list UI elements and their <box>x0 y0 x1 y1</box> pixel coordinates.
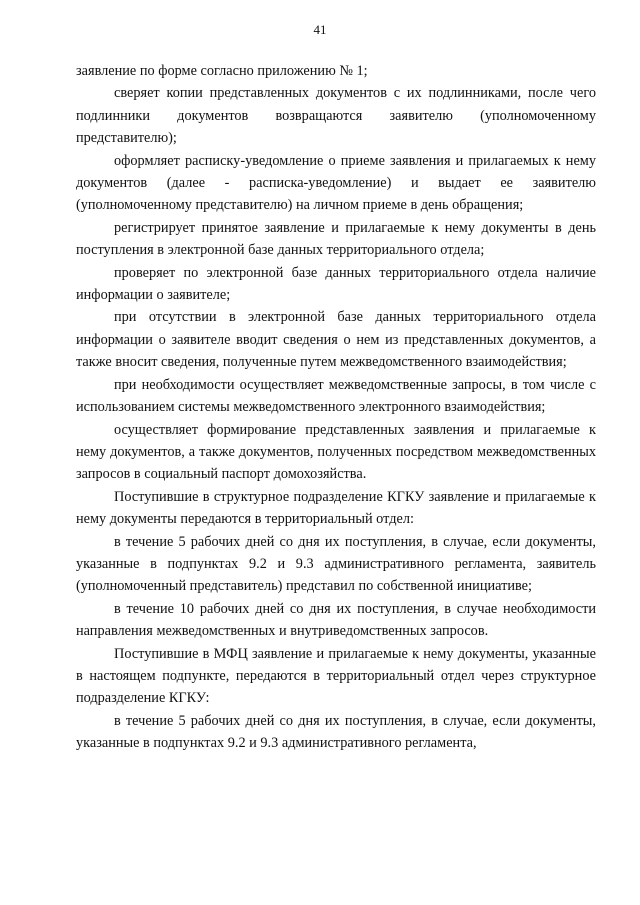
paragraph: в течение 5 рабочих дней со дня их поступления, в случае, если документы, указанные в подпунктах 9.2 и 9.3 административного регламента, заявитель (уполномоченный представитель) представил по собственной инициативе; <box>76 533 596 595</box>
page-number: 41 <box>313 22 327 37</box>
paragraph: оформляет расписку-уведомление о приеме заявления и прилагаемых к нему документов (далее - расписка-уведомление) и выдает ее заявителю (уполномоченному представителю) на личном приеме в день обращения; <box>76 152 596 214</box>
paragraph: Поступившие в МФЦ заявление и прилагаемые к нему документы, указанные в настоящем подпункте, передаются в территориальный отдел через структурное подразделение КГКУ: <box>76 645 596 707</box>
paragraph: при необходимости осуществляет межведомственные запросы, в том числе с использованием системы межведомственного электронного взаимодействия; <box>76 376 596 416</box>
paragraph: Поступившие в структурное подразделение КГКУ заявление и прилагаемые к нему документы передаются в территориальный отдел: <box>76 488 596 528</box>
paragraph: при отсутствии в электронной базе данных территориального отдела информации о заявителе вводит сведения о нем из представленных документов, а также вносит сведения, полученные путем межведомственного взаимодействия; <box>76 309 596 371</box>
paragraph: регистрирует принятое заявление и прилагаемые к нему документы в день поступления в электронной базе данных территориального отдела; <box>76 219 596 259</box>
paragraph: в течение 10 рабочих дней со дня их поступления, в случае необходимости направления межведомственных и внутриведомственных запросов. <box>76 600 596 640</box>
paragraph: заявление по форме согласно приложению № 1; <box>76 63 368 79</box>
paragraph: проверяет по электронной базе данных территориального отдела наличие информации о заявителе; <box>76 264 596 304</box>
paragraph: осуществляет формирование представленных заявления и прилагаемые к нему документов, а также документов, полученных посредством межведомственных запросов в социальный паспорт домохозяйства. <box>76 421 596 483</box>
paragraph: сверяет копии представленных документов с их подлинниками, после чего подлинники документов возвращаются заявителю (уполномоченному представителю); <box>76 85 596 147</box>
document-body <box>76 60 596 755</box>
paragraph: в течение 5 рабочих дней со дня их поступления, в случае, если документы, указанные в подпунктах 9.2 и 9.3 административного регламента, <box>76 712 596 752</box>
